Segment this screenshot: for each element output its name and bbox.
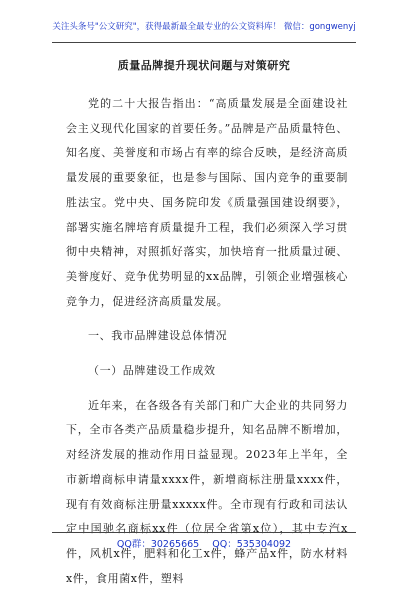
header-banner: 关注头条号"公文研究"，获得最新最全最专业的公文资料库！ 微信：gongwenyj [52, 22, 356, 32]
footer-qq: QQ：535304092 [212, 539, 292, 550]
subsection-paragraph: 近年来，在各级各有关部门和广大企业的共同努力下，全市各类产品质量稳步提升，知名品牌不断增加，对经济发展的推动作用日益显现。2023年上半年，全市新增商标申请量xxxx件，新增商标注册量xxxx件，现有有效商标注册量xxxxx件。全市现有行政和司法认定中国驰名商标xx件（位居全省第x位），其中专汽x件，风机x件，肥料和化工x件，蜂产品x件，防水材料x件，食用菌x件，塑料 [66, 398, 348, 585]
document-title: 质量品牌提升现状问题与对策研究 [117, 59, 291, 72]
document-body [66, 92, 348, 601]
section-heading: 一、我市品牌建设总体情况 [88, 329, 228, 343]
footer-contact [0, 536, 408, 550]
footer-divider [52, 532, 356, 533]
intro-paragraph: 党的二十大报告指出：“高质量发展是全面建设社会主义现代化国家的首要任务。”品牌是产品质量特色、知名度、美誉度和市场占有率的综合反映，是经济高质量发展的重要象征，也是参与国际、国内竞争的重要制胜法宝。党中央、国务院印发《质量强国建设纲要》，部署实施名牌培育质量提升工程，我们必须深入学习贯彻中央精神，对照抓好落实，加快培育一批质量过硬、美誉度好、竞争优势明显的xx品牌，引领企业增强核心竞争力，促进经济高质量发展。 [66, 97, 348, 308]
footer-qq-group: QQ群：30265665 [116, 539, 200, 550]
subsection-heading: （一）品牌建设工作成效 [88, 364, 216, 378]
header-divider [52, 42, 356, 43]
